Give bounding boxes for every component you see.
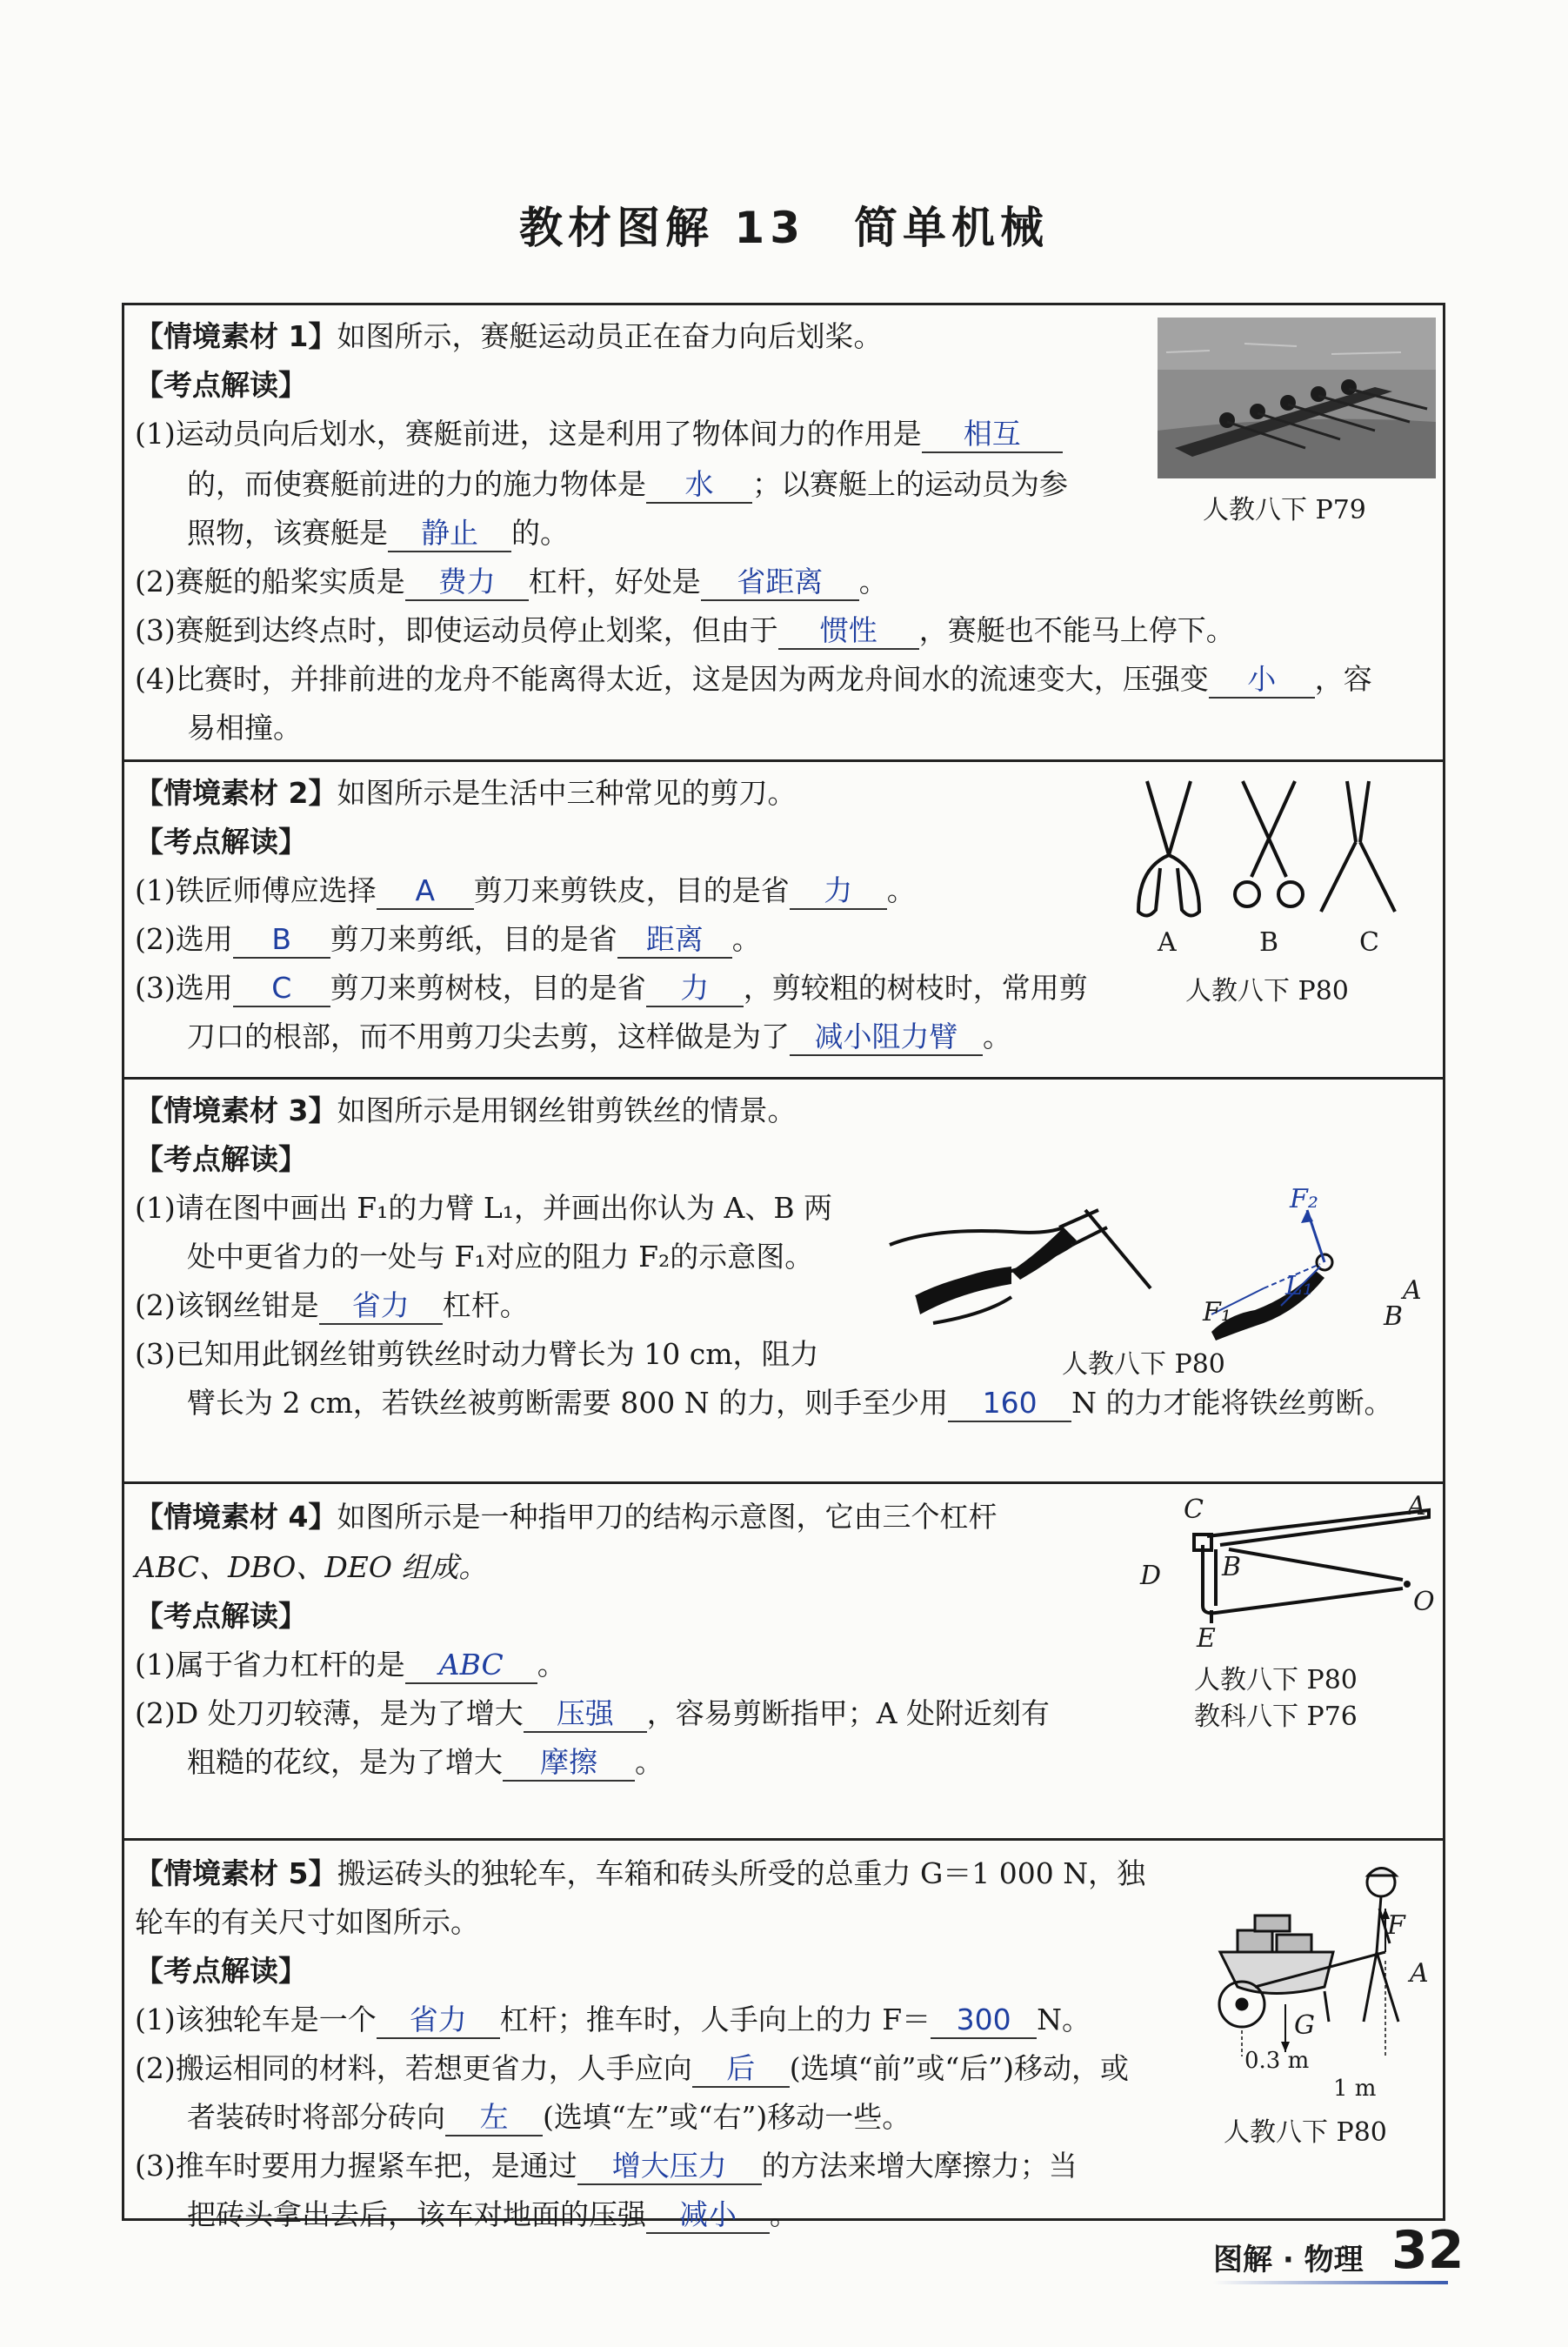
answer-blank: 力 bbox=[790, 873, 887, 910]
question-text: 的。 bbox=[511, 516, 569, 550]
wheelbarrow-figure bbox=[1203, 1856, 1438, 2056]
question-line bbox=[135, 565, 888, 601]
question-text: 。 bbox=[635, 1745, 664, 1779]
figure-caption: 人教八下 P80 bbox=[1194, 1665, 1358, 1695]
three-scissors-figure bbox=[1121, 772, 1408, 925]
question-text: 杠杆，好处是 bbox=[528, 565, 701, 598]
point-label-e: E bbox=[1197, 1623, 1216, 1654]
question-text: 的，而使赛艇前进的力的施力物体是 bbox=[187, 467, 646, 501]
answer-blank: 水 bbox=[646, 467, 752, 504]
question-text: ；以赛艇上的运动员为参 bbox=[752, 467, 1068, 501]
answer-blank: A bbox=[377, 873, 474, 910]
question-text: 的方法来增大摩擦力；当 bbox=[761, 2149, 1078, 2183]
question-line bbox=[187, 467, 1068, 504]
question-text: 剪刀来剪树枝，目的是省 bbox=[330, 971, 646, 1005]
question-line bbox=[135, 662, 1372, 699]
question-line: (1)请在图中画出 F₁的力臂 L₁，并画出你认为 A、B 两 bbox=[135, 1191, 833, 1225]
section-3 bbox=[124, 1080, 1443, 1484]
answer-blank: ABC bbox=[405, 1648, 537, 1684]
answer-blank: 相互 bbox=[922, 417, 1063, 453]
question-line bbox=[187, 2197, 798, 2234]
question-line: (3)已知用此钢丝钳剪铁丝时动力臂长为 10 cm，阻力 bbox=[135, 1337, 819, 1371]
question-line bbox=[135, 1288, 529, 1325]
section-tag: 【情境素材 3】 bbox=[135, 1093, 337, 1127]
intro-text: 如图所示是生活中三种常见的剪刀。 bbox=[337, 776, 797, 810]
question-text: 剪刀来剪纸，目的是省 bbox=[330, 922, 617, 956]
arm-label-l1: L₁ bbox=[1285, 1271, 1313, 1301]
answer-blank: 后 bbox=[692, 2051, 790, 2088]
answer-blank: 增大压力 bbox=[577, 2149, 762, 2185]
answer-blank: 力 bbox=[646, 971, 744, 1007]
question-text: (选填“左”或“右”)移动一些。 bbox=[543, 2100, 911, 2134]
question-text: (2)赛艇的船桨实质是 bbox=[135, 565, 405, 598]
section-5-intro-line bbox=[135, 1856, 1145, 1891]
answer-blank: 距离 bbox=[617, 922, 732, 959]
question-line bbox=[187, 1386, 1392, 1422]
answer-blank: 省力 bbox=[377, 2003, 500, 2039]
question-text: (1)运动员向后划水，赛艇前进，这是利用了物体间力的作用是 bbox=[135, 417, 922, 451]
question-text: ，剪较粗的树枝时，常用剪 bbox=[743, 971, 1088, 1005]
point-label-a: A bbox=[1403, 1275, 1422, 1306]
intro-text: 如图所示是用钢丝钳剪铁丝的情景。 bbox=[337, 1093, 797, 1127]
answer-blank: C bbox=[233, 971, 330, 1007]
question-text: 。 bbox=[537, 1648, 566, 1682]
point-label-b: B bbox=[1384, 1301, 1404, 1332]
question-text: (4)比赛时，并排前进的龙舟不能离得太近，这是因为两龙舟间水的流速变大，压强变 bbox=[135, 662, 1209, 696]
question-line bbox=[135, 417, 1063, 453]
intro-text: 如图所示，赛艇运动员正在奋力向后划桨。 bbox=[337, 319, 883, 353]
section-tag: 【情境素材 5】 bbox=[135, 1856, 337, 1890]
force-label-g: G bbox=[1294, 2010, 1315, 2041]
question-line bbox=[135, 922, 761, 959]
scissors-label-a: A bbox=[1158, 927, 1177, 958]
point-label-d: D bbox=[1140, 1561, 1162, 1591]
question-line bbox=[135, 2003, 1091, 2039]
question-text: 照物，该赛艇是 bbox=[187, 516, 388, 550]
question-text: 。 bbox=[770, 2197, 798, 2231]
question-text: 剪刀来剪铁皮，目的是省 bbox=[473, 873, 790, 907]
footer-rule bbox=[1213, 2281, 1448, 2284]
question-line bbox=[135, 2051, 1129, 2088]
question-text: (3)选用 bbox=[135, 971, 233, 1005]
answer-blank: 160 bbox=[948, 1386, 1071, 1422]
section-2 bbox=[124, 762, 1443, 1080]
section-tag: 【情境素材 1】 bbox=[135, 319, 337, 353]
question-text: ，容易剪断指甲；A 处附近刻有 bbox=[646, 1696, 1051, 1730]
intro-text: 如图所示是一种指甲刀的结构示意图，它由三个杠杆 bbox=[337, 1500, 998, 1534]
question-line: 处中更省力的一处与 F₁对应的阻力 F₂的示意图。 bbox=[187, 1240, 814, 1274]
force-label-f1: F₁ bbox=[1203, 1297, 1231, 1327]
intro-line-2: ABC、DBO、DEO 组成。 bbox=[135, 1550, 488, 1584]
question-line: 易相撞。 bbox=[187, 711, 302, 745]
figure-caption: 人教八下 P80 bbox=[1224, 2117, 1387, 2148]
question-text: 。 bbox=[983, 1020, 1011, 1053]
section-4-intro-line bbox=[135, 1500, 997, 1535]
question-text: 。 bbox=[858, 565, 888, 598]
question-text: 杠杆；推车时，人手向上的力 F＝ bbox=[499, 2003, 931, 2036]
wire-cutter-figure bbox=[881, 1193, 1368, 1341]
rowing-boat-photo bbox=[1158, 318, 1436, 478]
figure-caption: 人教八下 P79 bbox=[1203, 495, 1366, 525]
kaodian-heading: 【考点解读】 bbox=[135, 1954, 307, 1988]
question-text: 。 bbox=[886, 873, 916, 907]
question-line bbox=[135, 1648, 566, 1684]
question-line bbox=[135, 971, 1088, 1007]
answer-blank: 静止 bbox=[388, 516, 511, 552]
intro-line-2: 轮车的有关尺寸如图所示。 bbox=[135, 1905, 479, 1939]
question-text: 刀口的根部，而不用剪刀尖去剪，这样做是为了 bbox=[187, 1020, 790, 1053]
section-3-intro-line bbox=[135, 1093, 796, 1128]
question-text: 臂长为 2 cm，若铁丝被剪断需要 800 N 的力，则手至少用 bbox=[187, 1386, 949, 1420]
question-line bbox=[135, 873, 916, 910]
question-text: (1)该独轮车是一个 bbox=[135, 2003, 377, 2036]
figure-caption: 人教八下 P80 bbox=[1062, 1349, 1225, 1380]
section-2-intro-line bbox=[135, 776, 796, 811]
answer-blank: 费力 bbox=[405, 565, 529, 601]
section-tag: 【情境素材 2】 bbox=[135, 776, 337, 810]
question-text: (3)推车时要用力握紧车把，是通过 bbox=[135, 2149, 577, 2183]
answer-blank: 减小 bbox=[646, 2197, 770, 2234]
question-text: N 的力才能将铁丝剪断。 bbox=[1071, 1386, 1393, 1420]
question-line bbox=[187, 1745, 664, 1782]
section-4 bbox=[124, 1484, 1443, 1841]
scissors-label-b: B bbox=[1259, 927, 1279, 958]
question-text: 杠杆。 bbox=[442, 1288, 529, 1322]
dimension-label-1m: 1 m bbox=[1333, 2076, 1377, 2102]
force-label-f2: F₂ bbox=[1290, 1184, 1318, 1214]
question-text: (2)搬运相同的材料，若想更省力，人手应向 bbox=[135, 2051, 692, 2085]
question-line bbox=[135, 1696, 1050, 1733]
answer-blank: 惯性 bbox=[778, 613, 919, 650]
section-1 bbox=[124, 305, 1443, 762]
question-line bbox=[187, 1020, 1011, 1056]
question-text: (2)选用 bbox=[135, 922, 233, 956]
answer-blank: 减小阻力臂 bbox=[790, 1020, 983, 1056]
question-text: (2)D 处刀刃较薄，是为了增大 bbox=[135, 1696, 524, 1730]
question-text: ，赛艇也不能马上停下。 bbox=[918, 613, 1235, 647]
answer-blank: 省力 bbox=[319, 1288, 443, 1325]
answer-blank: 省距离 bbox=[701, 565, 859, 601]
point-label-b: B bbox=[1222, 1552, 1242, 1582]
question-line bbox=[135, 2149, 1078, 2185]
answer-blank: B bbox=[233, 922, 330, 959]
question-text: (2)该钢丝钳是 bbox=[135, 1288, 319, 1322]
question-text: 者装砖时将部分砖向 bbox=[187, 2100, 445, 2134]
question-text: 粗糙的花纹，是为了增大 bbox=[187, 1745, 503, 1779]
question-text: 把砖头拿出去后，该车对地面的压强 bbox=[187, 2197, 646, 2231]
point-label-a: A bbox=[1410, 1958, 1429, 1989]
page-title: 教材图解 13 简单机械 bbox=[519, 203, 1049, 253]
question-text: (3)赛艇到达终点时，即使运动员停止划桨，但由于 bbox=[135, 613, 778, 647]
answer-blank: 压强 bbox=[524, 1696, 647, 1733]
answer-blank: 左 bbox=[445, 2100, 543, 2136]
question-text: ，容 bbox=[1314, 662, 1372, 696]
force-label-f: F bbox=[1387, 1910, 1405, 1941]
question-text: N。 bbox=[1037, 2003, 1091, 2036]
section-5 bbox=[124, 1841, 1443, 2231]
point-label-a: A bbox=[1407, 1491, 1426, 1521]
section-1-intro-line bbox=[135, 319, 882, 354]
answer-blank: 摩擦 bbox=[503, 1745, 635, 1782]
figure-caption: 教科八下 P76 bbox=[1194, 1702, 1358, 1732]
question-text: (1)铁匠师傅应选择 bbox=[135, 873, 377, 907]
question-line bbox=[187, 516, 569, 552]
point-label-o: O bbox=[1413, 1587, 1435, 1617]
question-line bbox=[187, 2100, 911, 2136]
intro-text: 搬运砖头的独轮车，车箱和砖头所受的总重力 G＝1 000 N，独 bbox=[337, 1856, 1146, 1890]
question-text: 。 bbox=[731, 922, 761, 956]
point-label-c: C bbox=[1184, 1494, 1204, 1525]
nail-clipper-figure bbox=[1168, 1501, 1438, 1632]
kaodian-heading: 【考点解读】 bbox=[135, 1599, 307, 1633]
kaodian-heading: 【考点解读】 bbox=[135, 1142, 307, 1176]
page-number: 32 bbox=[1391, 2220, 1465, 2281]
content-frame bbox=[122, 303, 1445, 2231]
question-text: (选填“前”或“后”)移动，或 bbox=[789, 2051, 1129, 2085]
answer-blank: 300 bbox=[931, 2003, 1037, 2039]
answer-blank: 小 bbox=[1209, 662, 1315, 699]
question-line bbox=[135, 613, 1235, 650]
kaodian-heading: 【考点解读】 bbox=[135, 825, 307, 859]
figure-caption: 人教八下 P80 bbox=[1185, 976, 1349, 1006]
footer-label: 图解 · 物理 bbox=[1213, 2243, 1364, 2277]
dimension-label-03m: 0.3 m bbox=[1244, 2048, 1310, 2074]
scissors-label-c: C bbox=[1359, 927, 1379, 958]
section-tag: 【情境素材 4】 bbox=[135, 1500, 337, 1534]
question-text: (1)属于省力杠杆的是 bbox=[135, 1648, 405, 1682]
kaodian-heading: 【考点解读】 bbox=[135, 368, 307, 402]
